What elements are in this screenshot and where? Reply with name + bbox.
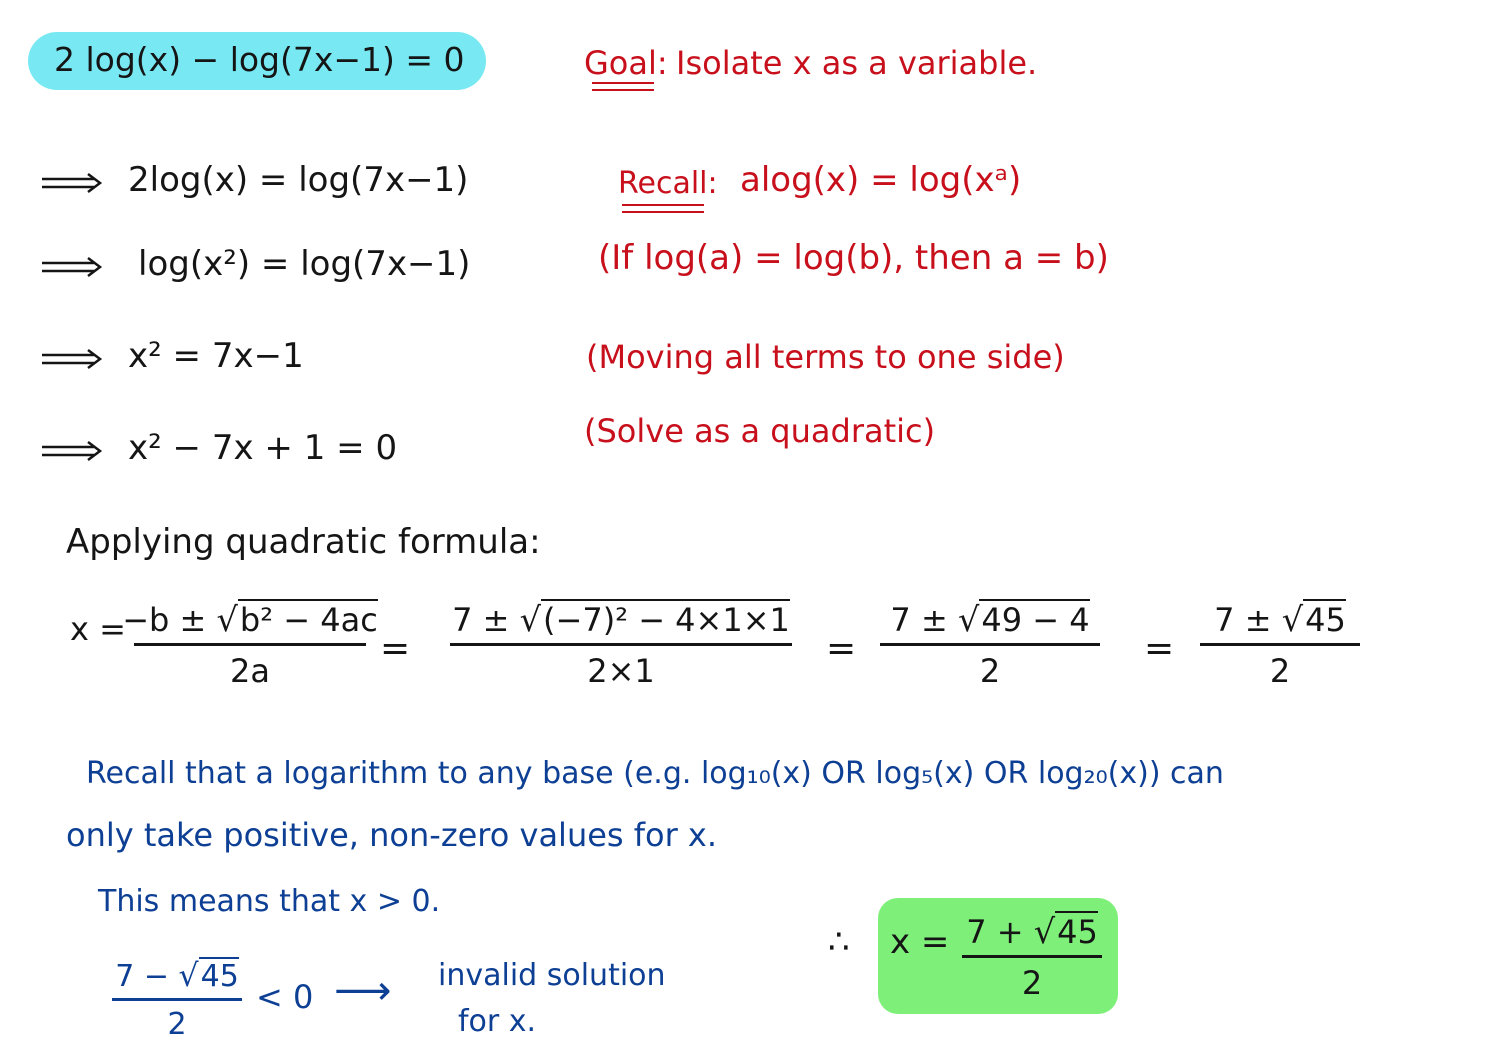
fraction-substituted-num-pre: 7 ± (452, 601, 510, 639)
fraction-substituted: 7 ± √(−7)² − 4×1×1 2×1 (450, 600, 792, 690)
fraction-final: 7 ± √45 2 (1200, 600, 1360, 690)
step-3: x² = 7x−1 (128, 336, 304, 376)
invalid-den: 2 (167, 1007, 187, 1042)
invalid-radicand: 45 (200, 959, 239, 994)
recall-label: Recall: (618, 166, 718, 201)
fraction-general-radicand: b² − 4ac (239, 601, 378, 639)
fraction-simplified-num-pre: 7 ± (890, 601, 948, 639)
fraction-general-num-pre: −b ± (122, 601, 207, 639)
fraction-final-num-pre: 7 ± (1214, 601, 1272, 639)
fraction-general: −b ± √b² − 4ac 2a (122, 600, 378, 690)
invalid-num-pre: 7 − (115, 959, 169, 994)
fraction-simplified-radicand: 49 − 4 (981, 601, 1090, 639)
invalid-text: invalid solution (438, 958, 666, 993)
goal-underline-2 (592, 89, 654, 91)
domain-condition: This means that x > 0. (98, 884, 441, 919)
recall-underline-2 (622, 211, 704, 213)
equals-sign-1: = (380, 628, 411, 669)
implies-arrow-icon (40, 256, 104, 278)
therefore-icon: ∴ (828, 922, 850, 962)
fraction-substituted-radicand: (−7)² − 4×1×1 (543, 601, 790, 639)
step-1: 2log(x) = log(7x−1) (128, 160, 469, 200)
equals-sign-3: = (1144, 628, 1175, 669)
goal-text: Isolate x as a variable. (676, 44, 1038, 82)
answer-num-pre: 7 + (966, 913, 1024, 951)
implies-arrow-icon (40, 348, 104, 370)
implies-arrow-icon (40, 172, 104, 194)
fraction-simplified-den: 2 (979, 652, 1001, 690)
fraction-final-den: 2 (1269, 652, 1291, 690)
fraction-final-radicand: 45 (1305, 601, 1346, 639)
title-equation: 2 log(x) − log(7x−1) = 0 (54, 40, 465, 79)
implies-arrow-icon (40, 440, 104, 462)
equals-sign-2: = (826, 628, 857, 669)
fraction-simplified: 7 ± √49 − 4 2 (880, 600, 1100, 690)
invalid-root: 7 − √45 2 (112, 958, 242, 1042)
fraction-substituted-den: 2×1 (587, 652, 655, 690)
step-2: log(x²) = log(7x−1) (138, 244, 471, 284)
invalid-comparison: < 0 (256, 978, 314, 1016)
right-arrow-icon: ⟶ (334, 968, 392, 1014)
answer-den: 2 (1021, 964, 1043, 1002)
answer-fraction: 7 + √45 2 (962, 912, 1102, 1002)
fraction-general-den: 2a (230, 652, 270, 690)
answer-radicand: 45 (1057, 913, 1098, 951)
goal-label: Goal: (584, 44, 668, 82)
recall-domain-line-1: Recall that a logarithm to any base (e.g. log₁₀(x) OR log₅(x) OR log₂₀(x)) can (86, 756, 1224, 791)
recall-rule: alog(x) = log(xᵃ) (740, 160, 1022, 200)
step-4: x² − 7x + 1 = 0 (128, 428, 398, 468)
equality-rule: (If log(a) = log(b), then a = b) (598, 238, 1109, 278)
solve-note: (Solve as a quadratic) (584, 412, 936, 450)
formula-lhs: x = (70, 610, 126, 648)
recall-domain-line-2: only take positive, non-zero values for x. (66, 816, 718, 854)
moving-note: (Moving all terms to one side) (586, 338, 1065, 376)
invalid-text-for-x: for x. (458, 1004, 537, 1039)
answer-lhs: x = (890, 922, 950, 962)
recall-underline-1 (622, 204, 704, 206)
applying-heading: Applying quadratic formula: (66, 522, 541, 562)
goal-underline-1 (592, 82, 654, 84)
